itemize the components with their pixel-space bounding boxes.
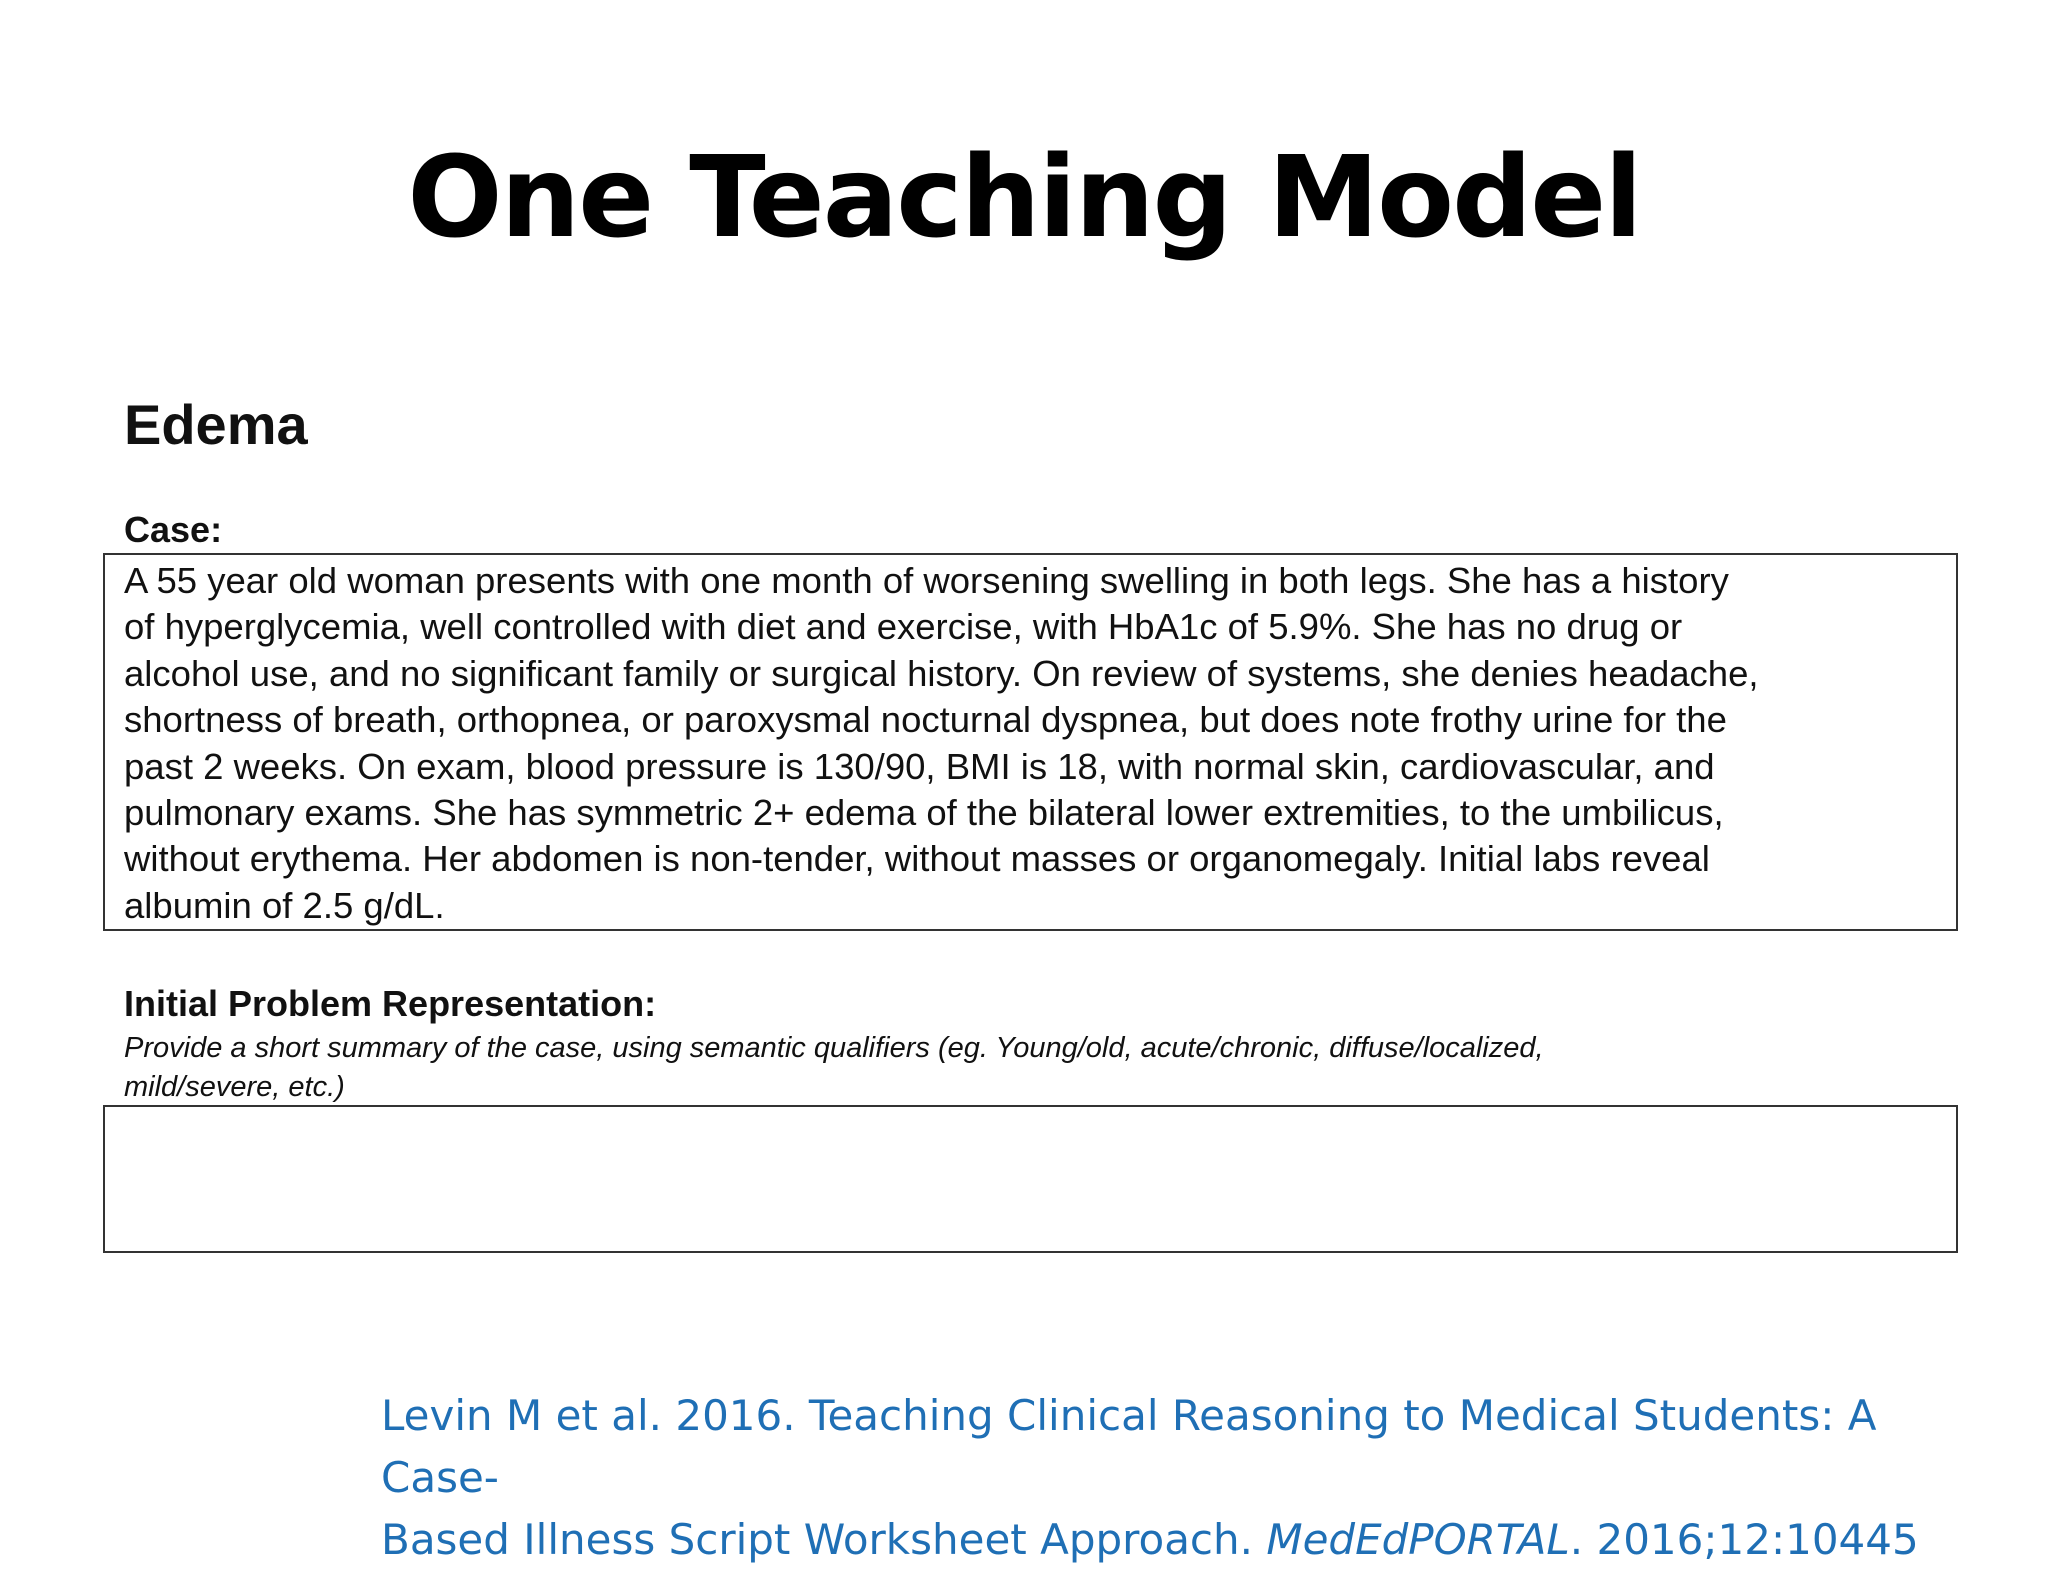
citation-journal: MedEdPORTAL [1266, 1515, 1570, 1564]
initial-problem-representation-instructions [124, 1029, 1884, 1107]
initial-problem-representation-answer-box [103, 1105, 1958, 1253]
instruction-line: Provide a short summary of the case, using semantic qualifiers (eg. Young/old, acute/chronic, diffuse/localized, [124, 1032, 1544, 1064]
case-line: without erythema. Her abdomen is non-tender, without masses or organomegaly. Initial labs reveal [124, 838, 1710, 880]
citation [381, 1385, 2001, 1571]
case-line: alcohol use, and no significant family or surgical history. On review of systems, she denies headache, [124, 652, 1759, 694]
citation-line-1: Levin M et al. 2016. Teaching Clinical Reasoning to Medical Students: A Case- [381, 1391, 1877, 1502]
case-text [124, 558, 1954, 929]
case-line: of hyperglycemia, well controlled with diet and exercise, with HbA1c of 5.9%. She has no drug or [124, 606, 1683, 648]
case-line: past 2 weeks. On exam, blood pressure is 130/90, BMI is 18, with normal skin, cardiovascular, and [124, 745, 1715, 787]
case-line: albumin of 2.5 g/dL. [124, 884, 445, 926]
citation-line-2-suffix: . 2016;12:10445 [1569, 1515, 1919, 1564]
case-label: Case: [124, 509, 223, 550]
case-line: pulmonary exams. She has symmetric 2+ edema of the bilateral lower extremities, to the umbilicus, [124, 792, 1724, 834]
worksheet-heading: Edema [124, 393, 308, 456]
slide-title: One Teaching Model [407, 133, 1641, 263]
initial-problem-representation-label: Initial Problem Representation: [124, 983, 657, 1024]
case-line: A 55 year old woman presents with one month of worsening swelling in both legs. She has a history [124, 560, 1729, 601]
case-line: shortness of breath, orthopnea, or paroxysmal nocturnal dyspnea, but does note frothy urine for the [124, 699, 1727, 741]
citation-line-2-prefix: Based Illness Script Worksheet Approach. [381, 1515, 1267, 1564]
instruction-line: mild/severe, etc.) [124, 1071, 345, 1103]
